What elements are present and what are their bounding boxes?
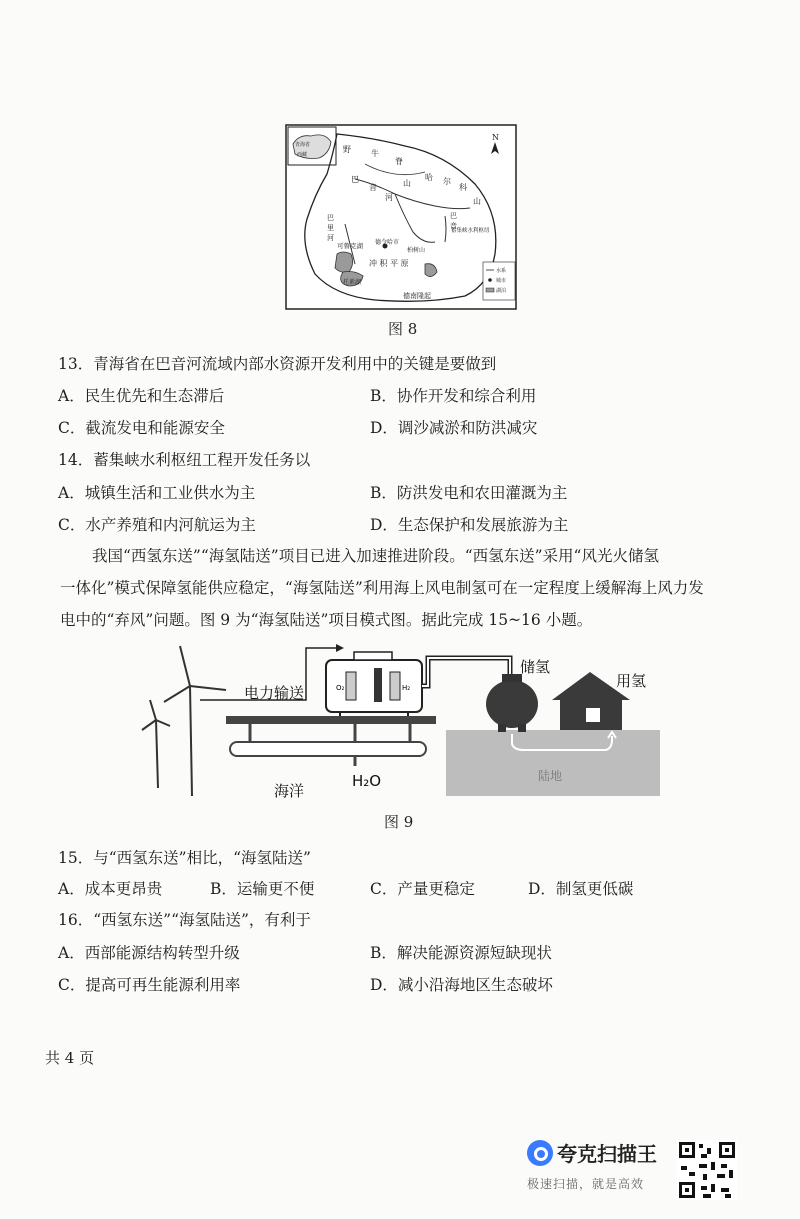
question-14-option-c: C．水产养殖和内河航运为主: [58, 516, 256, 534]
map-label: 德南隆起: [403, 292, 431, 300]
question-13-option-c: C．截流发电和能源安全: [58, 419, 225, 437]
question-13-option-d: D．调沙减淤和防洪减灾: [370, 419, 538, 437]
quark-logo-icon: [527, 1140, 553, 1166]
hydrogen-diagram: [140, 638, 660, 803]
question-14-option-b: B．防洪发电和农田灌溉为主: [370, 484, 568, 502]
figure-8-caption: 图 8: [388, 320, 418, 338]
watermark-name: 夸克扫描王: [557, 1142, 657, 1166]
map-label: 野: [343, 145, 351, 154]
map-label: 柏树山: [407, 247, 426, 254]
lake-label: 可鲁克湖: [337, 242, 363, 250]
qr-code-icon: [677, 1140, 737, 1200]
map-label: 河: [385, 193, 393, 202]
hydrogen-storage-label: 储氢: [520, 658, 551, 676]
map-label: 牛: [371, 149, 379, 158]
question-13-stem: 13．青海省在巴音河流域内部水资源开发利用中的关键是要做到: [58, 355, 497, 373]
question-15-option-a: A．成本更昂贵: [58, 880, 163, 898]
question-16-stem: 16．“西氢东送”“海氢陆送”，有利于: [58, 911, 311, 929]
question-16-option-a: A．西部能源结构转型升级: [58, 944, 240, 962]
city-label: 德令哈市: [375, 239, 400, 246]
inset-label-qinghai: 青海省: [295, 142, 311, 148]
question-16-option-d: D．减小沿海地区生态破坏: [370, 976, 553, 994]
question-16-option-c: C．提高可再生能源利用率: [58, 976, 241, 994]
map-label: 山: [403, 179, 411, 188]
watermark-slogan: 极速扫描，就是高效: [527, 1177, 645, 1191]
passage: [60, 540, 760, 636]
question-13-option-a: A．民生优先和生态滞后: [58, 387, 225, 405]
map-label: 巴: [351, 175, 359, 184]
lake-label: 托素湖: [343, 279, 362, 286]
figure-8-map: [285, 124, 517, 310]
scanner-watermark: [527, 1138, 677, 1192]
map-label: 音: [450, 222, 457, 230]
map-label: 巴: [327, 214, 334, 222]
legend-river: 水系: [496, 268, 507, 274]
passage-line-2: 一体化”模式保障氢能供应稳定，“海氢陆送”利用海上风电制氢可在一定程度上缓解海上风力发: [60, 579, 704, 597]
inset-label-xizang: 西藏: [297, 152, 308, 158]
map-label: 尔: [443, 177, 451, 186]
north-arrow-label: N: [492, 133, 499, 142]
passage-line-3: 电中的“弃风”问题。图 9 为“海氢陆送”项目模式图。据此完成 15~16 小题。: [60, 611, 593, 629]
map-label: 里: [327, 224, 334, 232]
map-label: 哈: [425, 173, 433, 182]
plain-label: 冲 积 平 原: [369, 259, 409, 268]
map-label: 科: [459, 183, 467, 192]
passage-line-1: 我国“西氢东送”“海氢陆送”项目已进入加速推进阶段。“西氢东送”采用“风光火储氢: [92, 547, 659, 565]
question-15-option-b: B．运输更不便: [210, 880, 315, 898]
water-label: H₂O: [352, 772, 382, 790]
basin-map: [285, 124, 517, 310]
dam-label: 蓄集峡水利枢纽: [451, 228, 490, 234]
land-label: 陆地: [538, 769, 563, 783]
question-16-option-b: B．解决能源资源短缺现状: [370, 944, 552, 962]
power-transmission-label: 电力输送: [244, 684, 305, 702]
question-15-stem: 15．与“西氢东送”相比，“海氢陆送”: [58, 849, 311, 867]
map-label: 山: [473, 197, 481, 206]
question-15-option-c: C．产量更稳定: [370, 880, 475, 898]
question-13-option-b: B．协作开发和综合利用: [370, 387, 537, 405]
question-14-option-a: A．城镇生活和工业供水为主: [58, 484, 256, 502]
hydrogen-use-label: 用氢: [616, 672, 647, 690]
map-label: 脊: [395, 157, 403, 166]
figure-9-caption: 图 9: [384, 813, 414, 831]
legend-lake: 湖泊: [496, 288, 507, 294]
map-label: 巴: [450, 212, 457, 220]
o2-label: O₂: [336, 684, 345, 692]
page-count: 共 4 页: [45, 1049, 95, 1067]
question-14-stem: 14．蓄集峡水利枢纽工程开发任务以: [58, 451, 311, 469]
question-14-option-d: D．生态保护和发展旅游为主: [370, 516, 569, 534]
h2-label: H₂: [402, 684, 411, 692]
figure-9-diagram: [140, 638, 660, 803]
question-15-option-d: D．制氢更低碳: [528, 880, 634, 898]
map-label: 河: [327, 234, 334, 242]
map-label: 音: [369, 183, 377, 192]
ocean-label: 海洋: [274, 782, 305, 800]
legend-city: 城市: [496, 278, 507, 284]
